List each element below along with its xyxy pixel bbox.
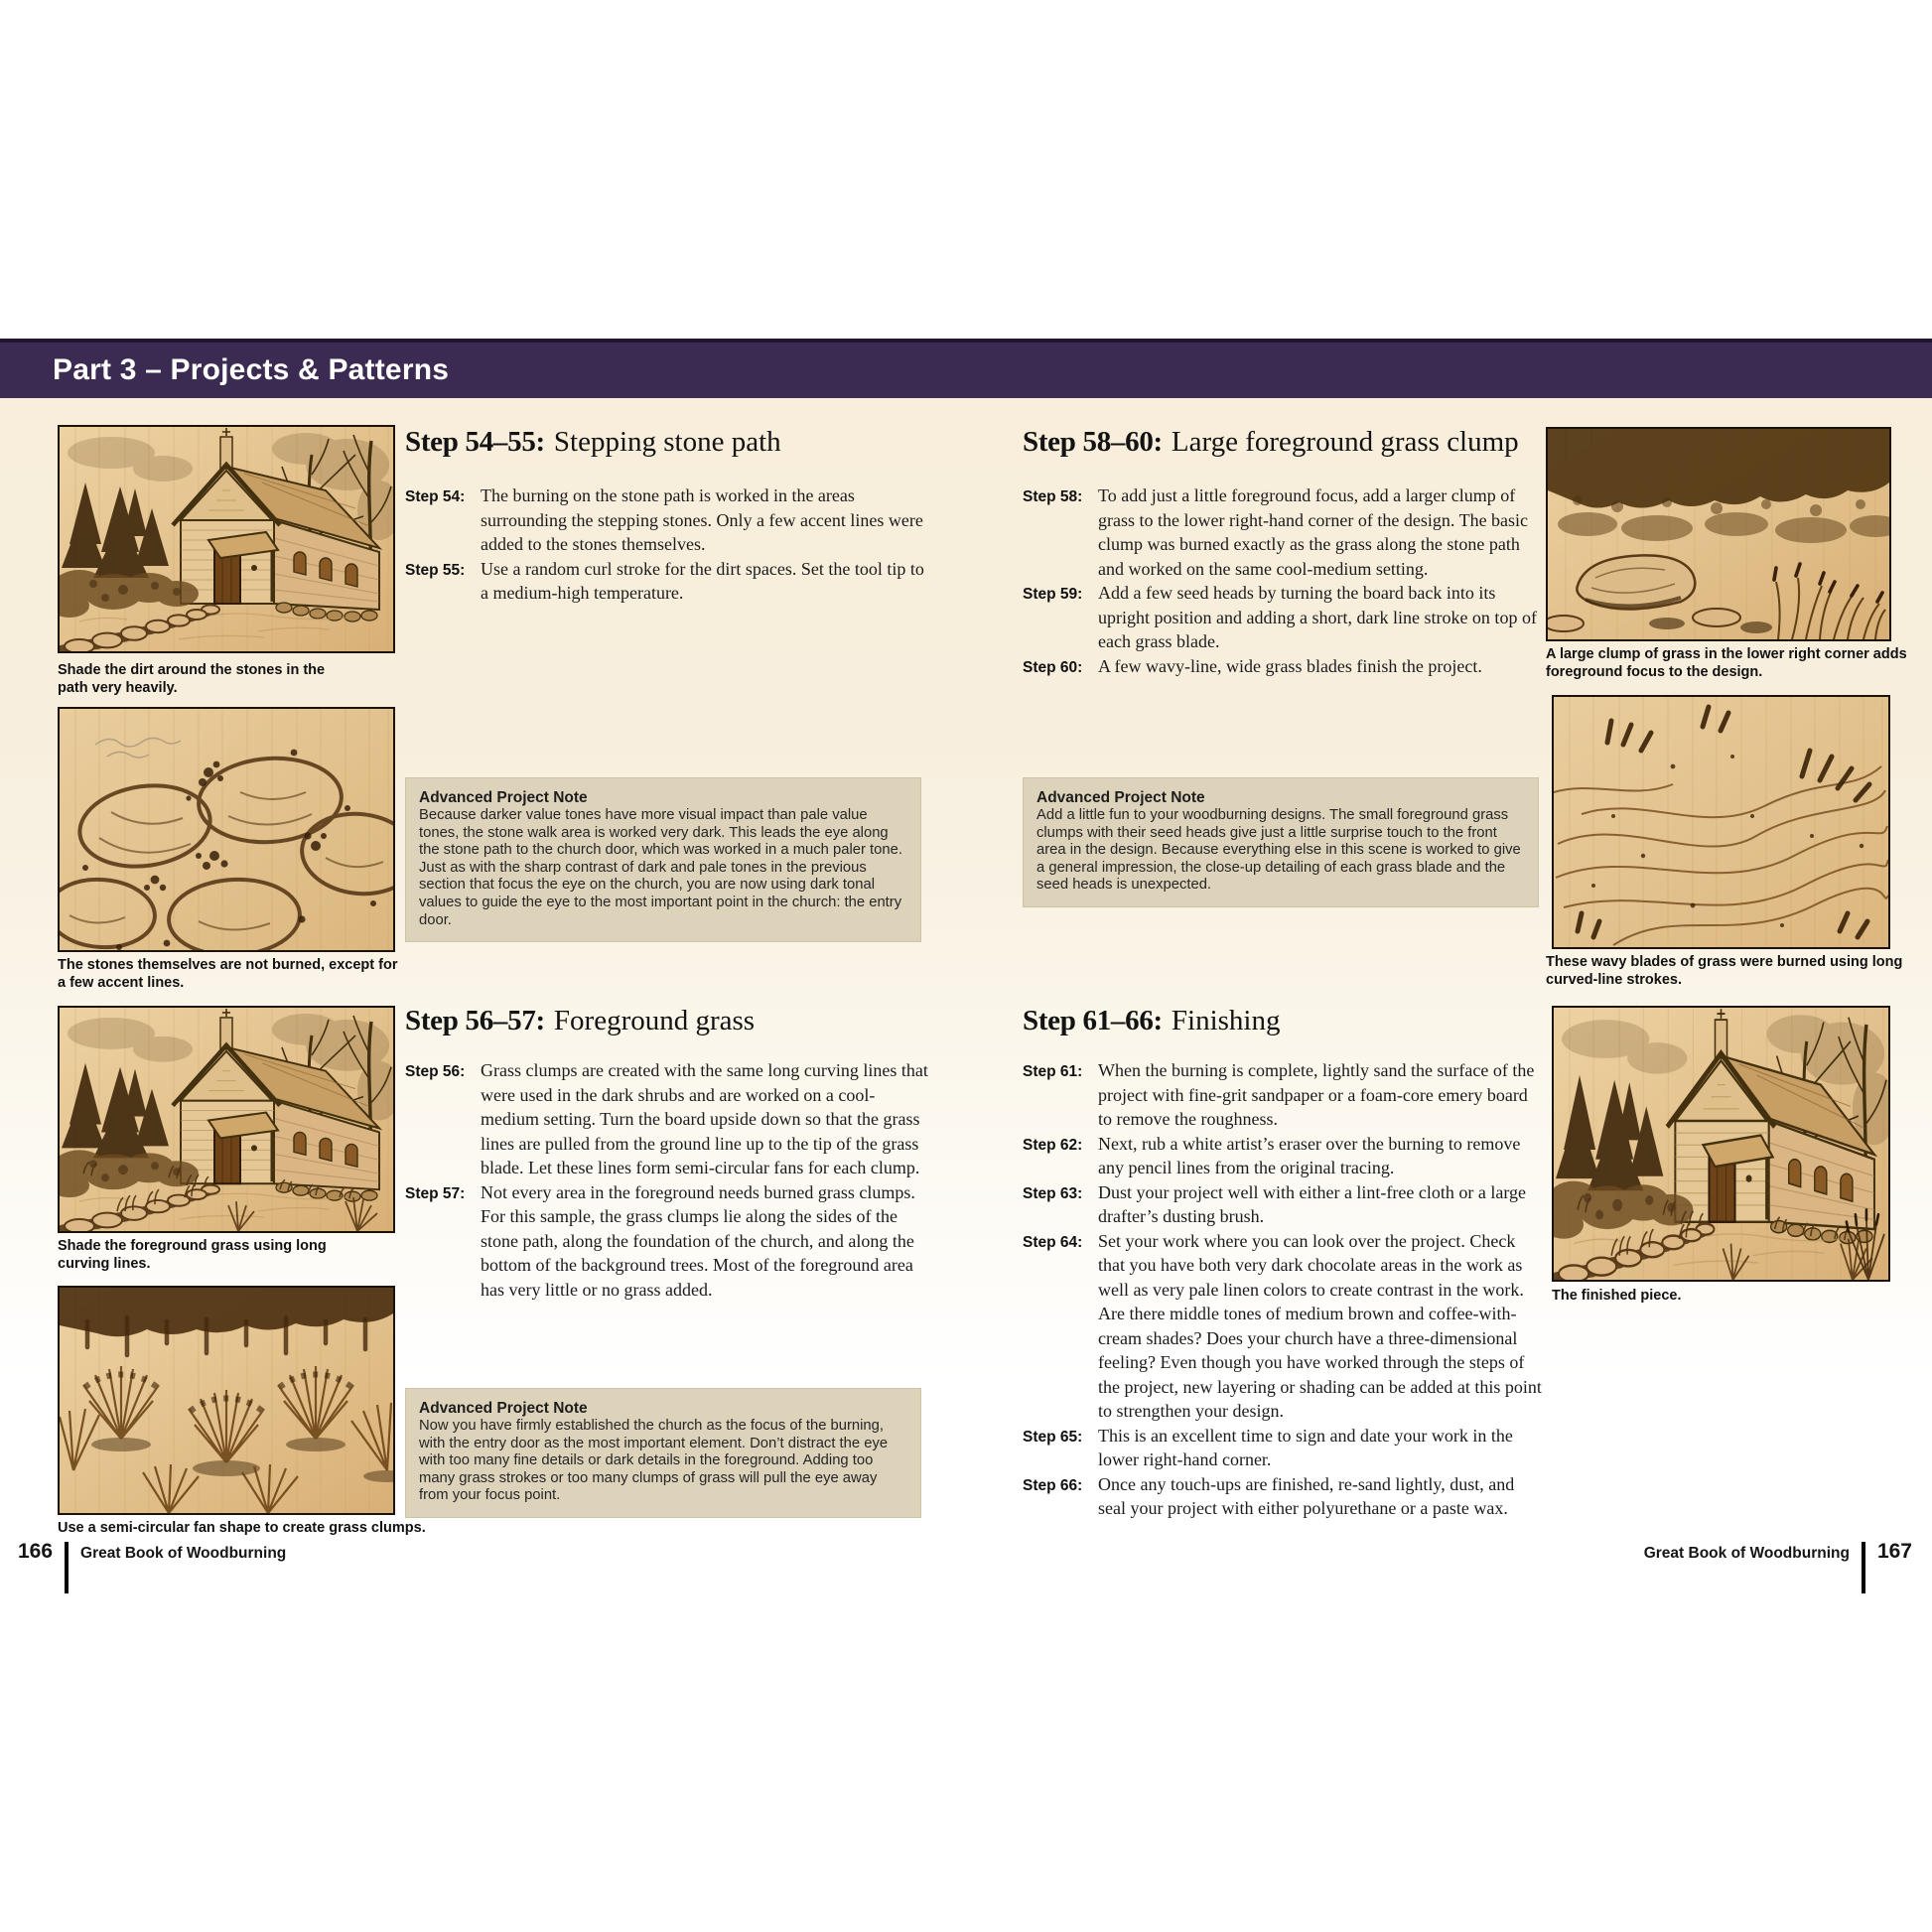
section-heading-61-66-range: Step 61–66:	[1023, 1005, 1163, 1036]
section-heading-58-60-range: Step 58–60:	[1023, 426, 1163, 458]
step-62	[1023, 1132, 1546, 1180]
step-57	[405, 1180, 928, 1303]
steps-58-60	[1023, 483, 1546, 678]
step-59	[1023, 581, 1546, 654]
footer-right	[1644, 1541, 1912, 1593]
large-grass-clump-corner-image	[1548, 429, 1889, 639]
footer-left	[18, 1541, 286, 1593]
foreground-grass-shading-image	[60, 1008, 393, 1231]
advanced-note-stone-path	[405, 777, 921, 942]
stones-closeup-image	[60, 709, 393, 950]
section-heading-54-55	[405, 425, 781, 459]
step-64	[1023, 1229, 1546, 1424]
figure-foreground-grass-shading-caption: Shade the foreground grass using long curving lines.	[58, 1238, 327, 1272]
step-59-text: Add a few seed heads by turning the board back into its upright position and adding a short, dark line stroke on top of each grass blade.	[1098, 583, 1537, 651]
step-54-text: The burning on the stone path is worked in the areas surrounding the stepping stones. Only a few accent lines were added to the stones themselves.	[481, 485, 923, 554]
step-59-label: Step 59:	[1023, 586, 1083, 603]
step-55	[405, 557, 928, 606]
step-58	[1023, 483, 1546, 581]
book-title-right: Great Book of Woodburning	[1643, 1545, 1850, 1562]
wavy-grass-blades-image	[1554, 697, 1888, 947]
step-58-text: To add just a little foreground focus, add a larger clump of grass to the lower right-hand corner of the design. The basic clump was burned exactly as the grass along the stone path and worked on the same cool-medium setting.	[1098, 485, 1529, 579]
step-58-label: Step 58:	[1023, 488, 1083, 505]
steps-61-66	[1023, 1058, 1546, 1521]
advanced-note-grass-clump-title: Advanced Project Note	[1036, 789, 1205, 806]
step-65-label: Step 65:	[1023, 1428, 1083, 1446]
church-stone-path-image	[60, 427, 393, 651]
figure-stones-closeup	[58, 707, 395, 952]
figure-foreground-grass-shading	[58, 1006, 395, 1233]
step-65	[1023, 1424, 1546, 1472]
step-56-text: Grass clumps are created with the same long curving lines that were used in the dark shrubs and are worked on a cool-medium setting. Turn the board upside down so that the grass lines are pulled from the ground line up to the tip of the grass blade. Let these lines form semi-circular fans for each clump.	[481, 1060, 928, 1177]
advanced-note-grass-clump-body: Add a little fun to your woodburning designs. The small foreground grass clumps with their seed heads give just a little surprise touch to the front area in the design. Because everything else in this scene is worked to give a general impression, the close-up detailing of each grass blade and the seed heads is unexpected.	[1036, 807, 1521, 894]
section-heading-58-60	[1023, 425, 1519, 459]
step-57-text: Not every area in the foreground needs burned grass clumps. For this sample, the grass clumps lie along the sides of the stone path, along the foundation of the church, and along the bottom of the background trees. Most of the foreground area has very little or no grass added.	[481, 1181, 915, 1300]
step-56	[405, 1058, 928, 1180]
step-63	[1023, 1180, 1546, 1229]
advanced-note-stone-path-body: Because darker value tones have more visual impact than pale value tones, the stone walk area is worked very dark. This leads the eye along the stone path to the church door, which was worked in a much paler tone. Just as with the sharp contrast of dark and pale tones in the previous section that focus the eye on the church, you are now using dark tonal values to guide the eye to the most important point in the church: the entry door.	[419, 807, 902, 928]
section-heading-61-66	[1023, 1004, 1281, 1037]
step-64-text: Set your work where you can look over the project. Check that you have both very dark chocolate areas in the work as well as very pale linen colors to create contrast in the work. Are there middle tones of medium brown and coffee-with-cream shades? Does your church have a three-dimensional feeling? Even though you have worked through the steps of the project, new layering or shading can be added at this point to strengthen your design.	[1098, 1230, 1542, 1421]
step-61-text: When the burning is complete, lightly sand the surface of the project with fine-grit sandpaper or a foam-core emery board to remove the roughness.	[1098, 1060, 1535, 1129]
section-heading-54-55-range: Step 54–55:	[405, 426, 545, 458]
advanced-note-foreground-title: Advanced Project Note	[419, 1400, 588, 1417]
advanced-note-foreground	[405, 1388, 921, 1518]
figure-finished-piece-caption: The finished piece.	[1552, 1288, 1682, 1304]
page-number-left: 166	[18, 1540, 54, 1563]
advanced-note-stone-path-title: Advanced Project Note	[419, 789, 588, 806]
figure-wavy-grass-blades	[1552, 695, 1890, 949]
step-66-text: Once any touch-ups are finished, re-sand lightly, dust, and seal your project with either polyurethane or a paste wax.	[1098, 1473, 1515, 1518]
figure-grass-clump-fans-caption: Use a semi-circular fan shape to create grass clumps.	[58, 1520, 426, 1536]
finished-piece-image	[1554, 1008, 1888, 1280]
step-64-label: Step 64:	[1023, 1233, 1083, 1251]
step-56-label: Step 56:	[405, 1063, 466, 1080]
steps-54-55	[405, 483, 928, 606]
page-number-right: 167	[1876, 1540, 1912, 1563]
step-60-label: Step 60:	[1023, 658, 1083, 676]
figure-wavy-grass-blades-caption: These wavy blades of grass were burned using long curved-line strokes.	[1546, 954, 1903, 988]
step-66-label: Step 66:	[1023, 1476, 1083, 1494]
step-62-text: Next, rub a white artist’s eraser over the burning to remove any pencil lines from the original tracing.	[1098, 1133, 1521, 1177]
step-55-label: Step 55:	[405, 561, 466, 579]
section-heading-58-60-title: Large foreground grass clump	[1171, 426, 1519, 458]
footer-divider-left	[65, 1542, 69, 1593]
step-61-label: Step 61:	[1023, 1063, 1083, 1080]
steps-56-57	[405, 1058, 928, 1302]
step-60	[1023, 654, 1546, 679]
section-heading-56-57	[405, 1004, 755, 1037]
step-63-label: Step 63:	[1023, 1184, 1083, 1202]
part-banner-title: Part 3 – Projects & Patterns	[53, 353, 450, 386]
figure-church-stone-path	[58, 425, 395, 653]
step-66	[1023, 1472, 1546, 1521]
step-60-text: A few wavy-line, wide grass blades finish the project.	[1098, 655, 1482, 676]
step-61	[1023, 1058, 1546, 1132]
grass-clump-fans-image	[60, 1288, 393, 1513]
step-63-text: Dust your project well with either a lint-free cloth or a large drafter’s dusting brush.	[1098, 1181, 1527, 1226]
book-title-left: Great Book of Woodburning	[80, 1545, 287, 1562]
step-54-label: Step 54:	[405, 488, 466, 505]
section-heading-61-66-title: Finishing	[1171, 1005, 1281, 1036]
figure-church-stone-path-caption: Shade the dirt around the stones in the path very heavily.	[58, 662, 326, 696]
figure-large-grass-clump-corner	[1546, 427, 1891, 641]
step-65-text: This is an excellent time to sign and date your work in the lower right-hand corner.	[1098, 1425, 1513, 1469]
step-62-label: Step 62:	[1023, 1136, 1083, 1154]
step-54	[405, 483, 928, 557]
advanced-note-foreground-body: Now you have firmly established the church as the focus of the burning, with the entry door as the most important element. Don’t distract the eye with too many fine details or dark details in the foreground. Adding too many grass strokes or too many clumps of grass will pull the eye away from your focus point.	[419, 1418, 889, 1504]
section-heading-56-57-title: Foreground grass	[553, 1005, 756, 1036]
step-57-label: Step 57:	[405, 1184, 466, 1202]
section-heading-56-57-range: Step 56–57:	[405, 1005, 545, 1036]
figure-grass-clump-fans	[58, 1286, 395, 1515]
figure-large-grass-clump-corner-caption: A large clump of grass in the lower right corner adds foreground focus to the design.	[1546, 646, 1907, 680]
step-55-text: Use a random curl stroke for the dirt spaces. Set the tool tip to a medium-high temperature.	[481, 558, 924, 603]
section-heading-54-55-title: Stepping stone path	[553, 426, 781, 458]
part-banner	[0, 339, 1932, 398]
figure-stones-closeup-caption: The stones themselves are not burned, except for a few accent lines.	[58, 957, 398, 991]
figure-finished-piece	[1552, 1006, 1890, 1282]
footer-divider-right	[1862, 1542, 1865, 1593]
advanced-note-grass-clump	[1023, 777, 1539, 907]
